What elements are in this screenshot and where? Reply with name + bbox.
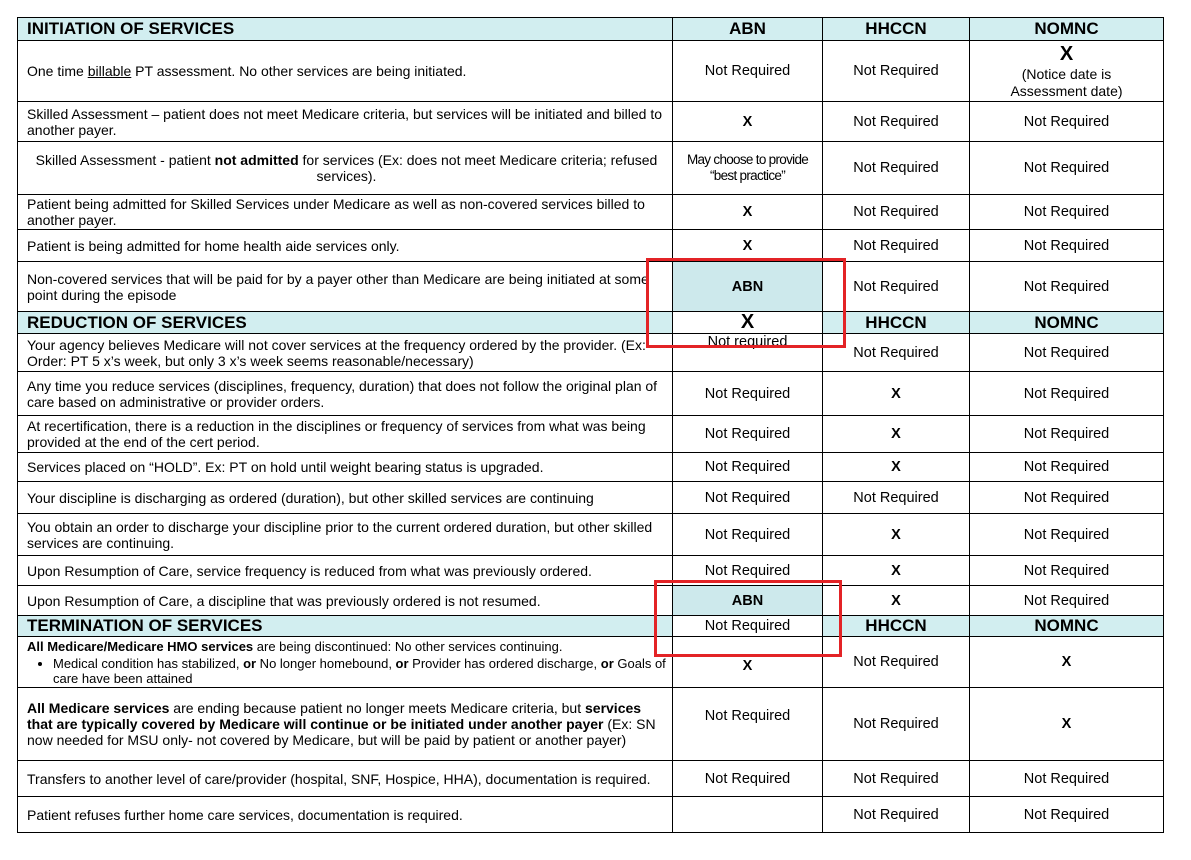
abn-cell: Not Required xyxy=(673,514,823,556)
table-row xyxy=(18,262,1164,312)
nomnc-cell: Not Required xyxy=(970,230,1164,262)
row-description: All Medicare services are ending because patient no longer meets Medicare criteria, but services that are typically covered by Medicare will continue or be initiated under another payer (Ex: SN now needed for MSU only- not covered by Medicare, but will be paid by patient or another payer) xyxy=(18,688,673,761)
table-row xyxy=(18,41,1164,102)
column-header-hhccn: HHCCN xyxy=(823,616,970,637)
nomnc-cell: Not Required xyxy=(970,416,1164,453)
row-description: Patient being admitted for Skilled Services under Medicare as well as non-covered services billed to another payer. xyxy=(18,195,673,230)
table-row xyxy=(18,637,1164,688)
reduction-abn-header: X xyxy=(673,312,823,334)
abn-cell: X xyxy=(673,637,823,688)
hhccn-cell: X xyxy=(823,372,970,416)
abn-cell: Not required xyxy=(673,334,823,372)
list-item: • Medical condition has stabilized, or No longer homebound, or Provider has ordered discharge, or Goals of care have been attained xyxy=(53,656,666,686)
section-header-reduction xyxy=(18,312,1164,334)
row-description: Any time you reduce services (disciplines, frequency, duration) that does not follow the original plan of care based on administrative or provider orders. xyxy=(18,372,673,416)
abn-cell xyxy=(673,142,823,195)
abn-cell: Not Required xyxy=(673,416,823,453)
abn-cell: Not Required xyxy=(673,761,823,797)
hhccn-cell: Not Required xyxy=(823,41,970,102)
column-header-hhccn: HHCCN xyxy=(823,18,970,41)
hhccn-cell: X xyxy=(823,586,970,616)
table-row xyxy=(18,556,1164,586)
highlight-box-reduction-abn xyxy=(646,258,846,348)
nomnc-cell: Not Required xyxy=(970,334,1164,372)
hhccn-cell: Not Required xyxy=(823,334,970,372)
row-description: Your agency believes Medicare will not cover services at the frequency ordered by the provider. (Ex: Order: PT 5 x’s week, but only 3 x’s week seems reasonable/necessary) xyxy=(18,334,673,372)
hhccn-cell: X xyxy=(823,514,970,556)
nomnc-note: (Notice date is Assessment date) xyxy=(1010,65,1123,99)
table-row xyxy=(18,688,1164,761)
table-row xyxy=(18,514,1164,556)
nomnc-cell: Not Required xyxy=(970,556,1164,586)
hhccn-cell: Not Required xyxy=(823,688,970,761)
hhccn-cell: Not Required xyxy=(823,195,970,230)
table-row xyxy=(18,453,1164,482)
abn-note: May choose to provide “best practice” xyxy=(686,152,809,183)
document-page xyxy=(17,17,1163,833)
row-description: Patient is being admitted for home health aide services only. xyxy=(18,230,673,262)
hhccn-cell: Not Required xyxy=(823,637,970,688)
hhccn-cell: X xyxy=(823,556,970,586)
hhccn-cell: Not Required xyxy=(823,142,970,195)
column-header-nomnc: NOMNC xyxy=(970,312,1164,334)
table-row xyxy=(18,102,1164,142)
hhccn-cell: Not Required xyxy=(823,482,970,514)
section-title-initiation: INITIATION OF SERVICES xyxy=(18,18,673,41)
row-description: Your discipline is discharging as ordered (duration), but other skilled services are continuing xyxy=(18,482,673,514)
abn-cell: Not Required xyxy=(673,41,823,102)
table-row xyxy=(18,761,1164,797)
abn-cell: X xyxy=(673,195,823,230)
abn-cell: Not Required xyxy=(673,688,823,761)
x-mark: X xyxy=(1059,42,1074,65)
nomnc-cell: Not Required xyxy=(970,586,1164,616)
hhccn-cell: X xyxy=(823,453,970,482)
abn-cell: X xyxy=(673,102,823,142)
table-row xyxy=(18,372,1164,416)
section-header-termination xyxy=(18,616,1164,637)
row-description: Non-covered services that will be paid for by a payer other than Medicare are being initiated at some point during the episode xyxy=(18,262,673,312)
row-description: Upon Resumption of Care, a discipline that was previously ordered is not resumed. xyxy=(18,586,673,616)
underlined-word: billable xyxy=(87,63,132,79)
table-row xyxy=(18,195,1164,230)
row-description: Services placed on “HOLD”. Ex: PT on hold until weight bearing status is upgraded. xyxy=(18,453,673,482)
row-description: Skilled Assessment - patient not admitted for services (Ex: does not meet Medicare criteria; refused services). xyxy=(18,142,673,195)
nomnc-cell: Not Required xyxy=(970,102,1164,142)
abn-cell-highlighted: ABN xyxy=(673,262,823,312)
table-row xyxy=(18,797,1164,833)
nomnc-cell: Not Required xyxy=(970,195,1164,230)
abn-cell-highlighted: ABN xyxy=(673,586,823,616)
row-description: You obtain an order to discharge your discipline prior to the current ordered duration, but other skilled services are continuing. xyxy=(18,514,673,556)
row-description: At recertification, there is a reduction in the disciplines or frequency of services from what was being provided at the end of the cert period. xyxy=(18,416,673,453)
nomnc-cell: Not Required xyxy=(970,797,1164,833)
nomnc-cell: Not Required xyxy=(970,482,1164,514)
column-header-nomnc: NOMNC xyxy=(970,616,1164,637)
column-header-nomnc: NOMNC xyxy=(970,18,1164,41)
row-description: Upon Resumption of Care, service frequency is reduced from what was previously ordered. xyxy=(18,556,673,586)
nomnc-cell: X xyxy=(970,637,1164,688)
section-title-termination: TERMINATION OF SERVICES xyxy=(18,616,673,637)
hhccn-cell: X xyxy=(823,416,970,453)
abn-cell: X xyxy=(673,230,823,262)
hhccn-cell: Not Required xyxy=(823,761,970,797)
table-row xyxy=(18,586,1164,616)
table-row xyxy=(18,482,1164,514)
row-description: One time billable PT assessment. No other services are being initiated. xyxy=(18,41,673,102)
nomnc-cell: Not Required xyxy=(970,372,1164,416)
hhccn-cell: Not Required xyxy=(823,230,970,262)
table-row xyxy=(18,142,1164,195)
termination-abn-header: Not Required xyxy=(673,616,823,637)
bullet-list xyxy=(27,656,666,686)
abn-cell: Not Required xyxy=(673,453,823,482)
section-title-reduction: REDUCTION OF SERVICES xyxy=(18,312,673,334)
hhccn-cell: Not Required xyxy=(823,262,970,312)
nomnc-cell: Not Required xyxy=(970,761,1164,797)
nomnc-cell xyxy=(970,41,1164,102)
column-header-abn: ABN xyxy=(673,18,823,41)
nomnc-cell: Not Required xyxy=(970,262,1164,312)
abn-cell xyxy=(673,797,823,833)
row-description: Transfers to another level of care/provider (hospital, SNF, Hospice, HHA), documentation is required. xyxy=(18,761,673,797)
notice-requirements-table xyxy=(17,17,1164,833)
highlight-box-termination-abn xyxy=(654,580,842,657)
row-description: Patient refuses further home care services, documentation is required. xyxy=(18,797,673,833)
row-description: Skilled Assessment – patient does not meet Medicare criteria, but services will be initiated and billed to another payer. xyxy=(18,102,673,142)
nomnc-cell: X xyxy=(970,688,1164,761)
nomnc-cell: Not Required xyxy=(970,142,1164,195)
abn-cell: Not Required xyxy=(673,482,823,514)
column-header-hhccn: HHCCN xyxy=(823,312,970,334)
table-row xyxy=(18,416,1164,453)
table-row xyxy=(18,230,1164,262)
row-description: All Medicare/Medicare HMO services are being discontinued: No other services continuing. • Medical condition has stabilized, or No longer homebound, or Provider has ordered discharge, or Goals of care have been attained xyxy=(18,637,673,688)
hhccn-cell: Not Required xyxy=(823,102,970,142)
section-header-initiation xyxy=(18,18,1164,41)
table-row xyxy=(18,334,1164,372)
abn-cell: Not Required xyxy=(673,556,823,586)
hhccn-cell: Not Required xyxy=(823,797,970,833)
abn-cell: Not Required xyxy=(673,372,823,416)
nomnc-cell: Not Required xyxy=(970,514,1164,556)
nomnc-cell: Not Required xyxy=(970,453,1164,482)
